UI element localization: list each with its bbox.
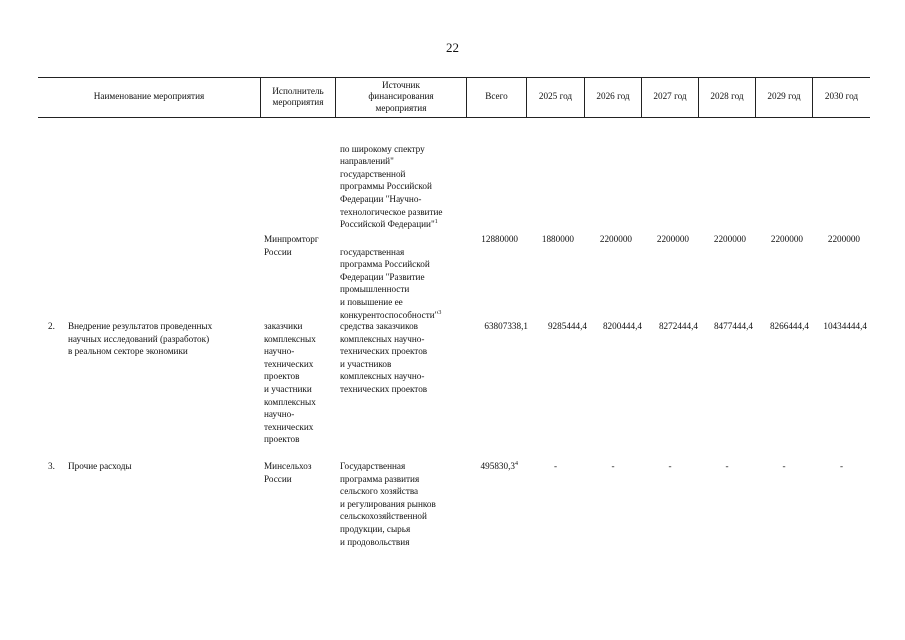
header-2025: 2025 год (538, 91, 573, 102)
row-total: 63807338,1 (484, 321, 528, 331)
footnote-mark: 1 (434, 219, 438, 226)
footnote-mark: 4 (515, 461, 518, 467)
row-2029: - (782, 461, 786, 471)
row-2028: 8477444,4 (713, 321, 753, 331)
row-total-cell (481, 460, 518, 473)
footnote-mark: 3 (438, 309, 442, 316)
page-number: 22 (446, 40, 459, 55)
row-2030: - (839, 461, 844, 471)
row-number: 3. (48, 461, 55, 471)
header-source: Источник финансирования мероприятия (368, 79, 434, 113)
row-2025: 9285444,4 (547, 321, 587, 331)
row-2026: 2200000 (599, 234, 632, 244)
row-2027: - (668, 461, 672, 471)
row-2027: 2200000 (656, 234, 689, 244)
row-2026: 8200444,4 (602, 321, 642, 331)
row-2025: - (553, 461, 558, 471)
header-total: Всего (485, 91, 508, 102)
row-source: средства заказчиков комплексных научно- технических проектов и участников комплексных научно- технических проектов (340, 321, 428, 394)
row-source: Государственная программа развития сельского хозяйства и регулирования рынков сельскохозяйственной продукции, сырья и продовольствия (340, 461, 436, 547)
row-source: государственная программа Российской Федерации "Развитие промышленности и повышение ее конкурентоспособности" (340, 246, 439, 320)
row-source: по широкому спектру направлений" государственной программы Российской Федерации "Научно- технологическое развитие Российской Федерации" (340, 143, 443, 230)
row-executor: заказчики комплексных научно- технических проектов и участники комплексных научно- технических проектов (264, 321, 316, 445)
header-executor: Исполнитель мероприятия (272, 85, 324, 107)
row-executor: Минпромторг России (264, 234, 319, 257)
row-2028: 2200000 (713, 234, 746, 244)
header-2027: 2027 год (653, 91, 687, 102)
row-2026: - (611, 461, 615, 471)
header-2030: 2030 год (824, 91, 859, 102)
row-executor: Минсельхоз России (264, 461, 312, 484)
row-source-cell (340, 233, 468, 321)
header-2028: 2028 год (710, 91, 744, 102)
header-bottom-rule (38, 117, 870, 118)
row-2029: 2200000 (770, 234, 803, 244)
row-total: 12880000 (481, 234, 518, 244)
row-2025: 1880000 (541, 234, 574, 244)
row-2030: 2200000 (827, 234, 860, 244)
row-2029: 8266444,4 (769, 321, 809, 331)
row-2027: 8272444,4 (658, 321, 698, 331)
row-total: 495830,3 (480, 461, 515, 471)
row-number: 2. (48, 321, 55, 331)
table-row (340, 130, 468, 231)
header-2029: 2029 год (767, 91, 801, 102)
header-name: Наименование мероприятия (93, 91, 205, 102)
row-name: Внедрение результатов проведенных научных исследований (разработок) в реальном секторе экономики (68, 321, 213, 357)
row-name: Прочие расходы (68, 461, 132, 471)
header-2026: 2026 год (596, 91, 630, 102)
row-2030: 10434444,4 (823, 321, 867, 331)
row-2028: - (725, 461, 729, 471)
